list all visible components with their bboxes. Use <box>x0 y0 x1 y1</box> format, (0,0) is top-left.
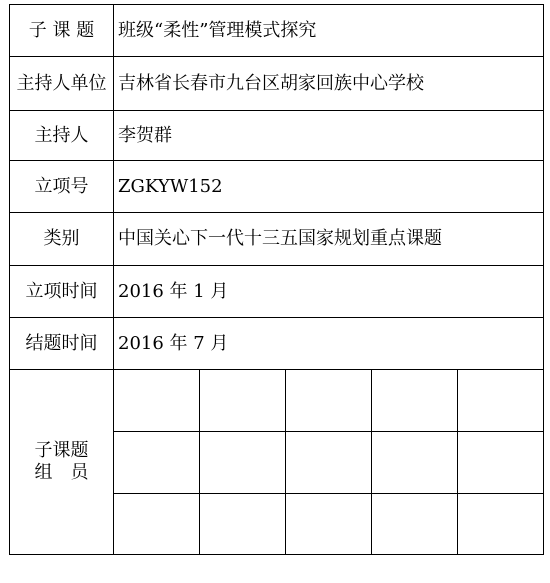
member-cell <box>200 494 286 555</box>
row-subproject <box>10 5 544 57</box>
host-unit-label: 主持人单位 <box>10 57 114 111</box>
row-project-number <box>10 161 544 213</box>
end-time-label: 结题时间 <box>10 318 114 370</box>
members-label-line2: 组 员 <box>34 462 89 483</box>
member-cell <box>114 370 200 432</box>
row-host-unit <box>10 57 544 111</box>
member-row <box>10 370 544 432</box>
row-host <box>10 111 544 161</box>
end-time-value: 2016 年 7 月 <box>114 318 544 370</box>
host-unit-value: 吉林省长春市九台区胡家回族中心学校 <box>114 57 544 111</box>
member-cell <box>200 432 286 494</box>
member-cell <box>286 432 372 494</box>
project-number-label: 立项号 <box>10 161 114 213</box>
member-cell <box>114 432 200 494</box>
category-value: 中国关心下一代十三五国家规划重点课题 <box>114 213 544 266</box>
project-number-value: ZGKYW152 <box>114 161 544 213</box>
member-cell <box>372 370 458 432</box>
row-start-time <box>10 266 544 318</box>
host-label: 主持人 <box>10 111 114 161</box>
member-cell <box>372 494 458 555</box>
member-cell <box>114 494 200 555</box>
members-label <box>10 370 114 555</box>
host-value: 李贺群 <box>114 111 544 161</box>
row-category <box>10 213 544 266</box>
member-cell <box>458 432 544 494</box>
category-label: 类别 <box>10 213 114 266</box>
row-end-time <box>10 318 544 370</box>
project-info-sheet <box>9 4 544 555</box>
member-cell <box>200 370 286 432</box>
member-cell <box>286 370 372 432</box>
member-cell <box>286 494 372 555</box>
member-cell <box>458 494 544 555</box>
start-time-label: 立项时间 <box>10 266 114 318</box>
subproject-value: 班级“柔性”管理模式探究 <box>114 5 544 57</box>
subproject-label: 子 课 题 <box>10 5 114 57</box>
start-time-value: 2016 年 1 月 <box>114 266 544 318</box>
project-info-table <box>9 4 544 555</box>
member-cell <box>372 432 458 494</box>
member-cell <box>458 370 544 432</box>
members-label-line1: 子课题 <box>34 440 89 462</box>
